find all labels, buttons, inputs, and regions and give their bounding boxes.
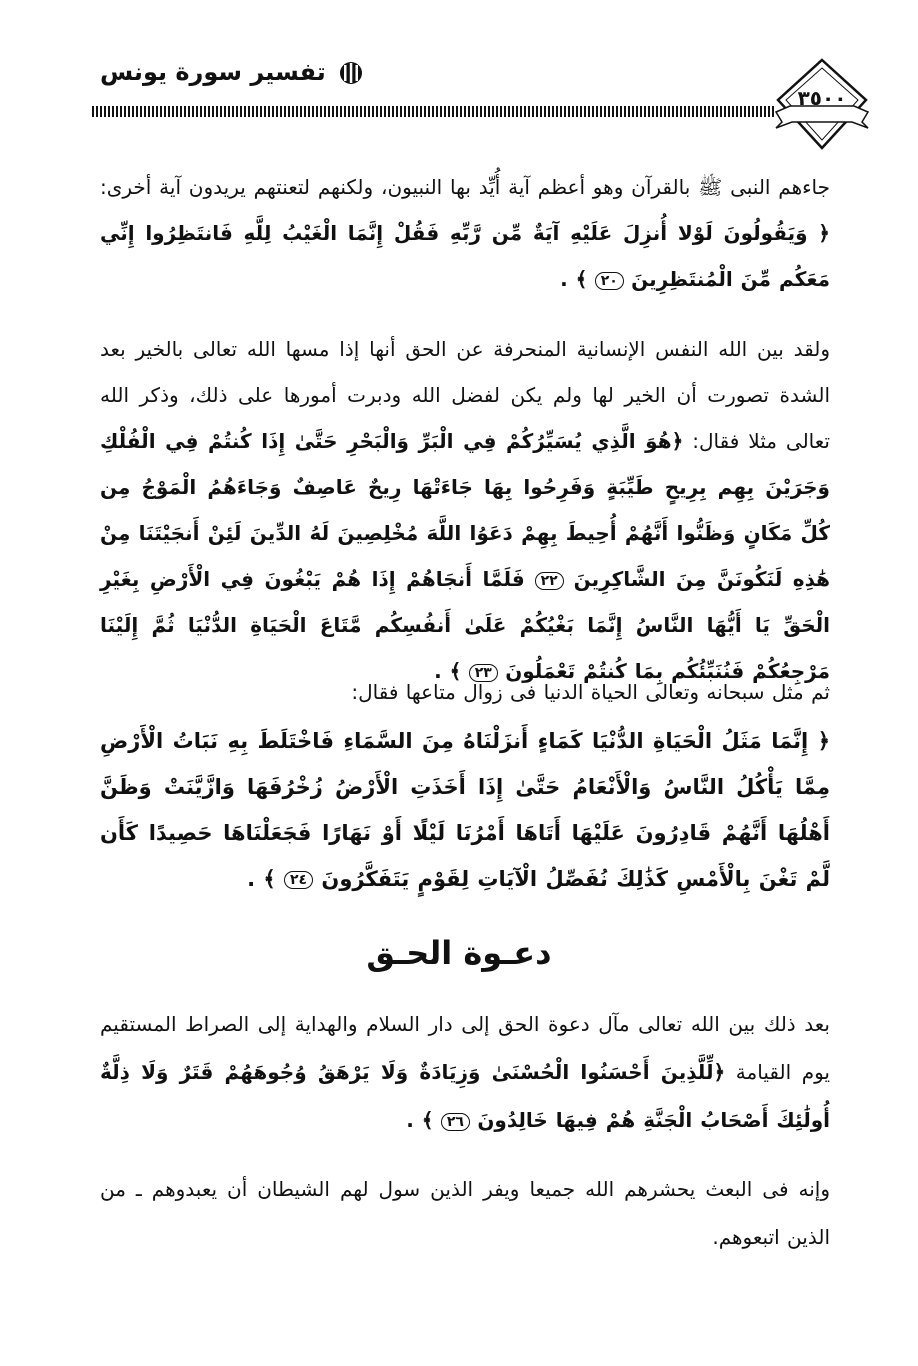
verse-close-bracket: ﴾ .	[247, 867, 276, 891]
verse-close-bracket: ﴾ .	[406, 1108, 434, 1132]
quran-verse-24: ﴿ إِنَّمَا مَثَلُ الْحَيَاةِ الدُّنْيَا كَمَاءٍ أَنزَلْنَاهُ مِنَ السَّمَاءِ فَاخْتَلَطَ بِهِ نَبَاتُ الْأَرْضِ مِمَّا يَأْكُلُ النَّاسُ وَالْأَنْعَامُ حَتَّىٰ إِذَا أَخَذَتِ الْأَرْضُ زُخْرُفَهَا وَازَّيَّنَتْ وَظَنَّ أَهْلُهَا أَنَّهُمْ قَادِرُونَ عَلَيْهَا أَتَاهَا أَمْرُنَا لَيْلًا أَوْ نَهَارًا فَجَعَلْنَاهَا حَصِيدًا كَأَن لَّمْ تَغْنَ بِالْأَمْسِ كَذَٰلِكَ نُفَصِّلُ الْآيَاتِ لِقَوْمٍ يَتَفَكَّرُونَ	[100, 729, 830, 891]
paragraph-5	[100, 1000, 830, 1144]
paragraph-1-text: جاءهم النبى ﷺ بالقرآن وهو أعظم آية أُيِّد بها النبيون، ولكنهم لتعنتهم يريدون آية أخرى:	[100, 175, 830, 199]
paragraph-6	[100, 1165, 830, 1261]
quran-verse-22: ﴿هُوَ الَّذِي يُسَيِّرُكُمْ فِي الْبَرِّ وَالْبَحْرِ حَتَّىٰ إِذَا كُنتُمْ فِي الْفُلْكِ وَجَرَيْنَ بِهِم بِرِيحٍ طَيِّبَةٍ وَفَرِحُوا بِهَا جَاءَتْهَا رِيحٌ عَاصِفٌ وَجَاءَهُمُ الْمَوْجُ مِن كُلِّ مَكَانٍ وَظَنُّوا أَنَّهُمْ أُحِيطَ بِهِمْ دَعَوُا اللَّهَ مُخْلِصِينَ لَهُ الدِّينَ لَئِنْ أَنجَيْتَنَا مِنْ هَٰذِهِ لَنَكُونَنَّ مِنَ الشَّاكِرِينَ	[100, 429, 830, 591]
verse-close-bracket: ﴾ .	[560, 267, 588, 291]
page-number-badge	[772, 56, 872, 152]
quran-verse-20: ﴿ وَيَقُولُونَ لَوْلا أُنزِلَ عَلَيْهِ آيَةٌ مِّن رَّبِّهِ فَقُلْ إِنَّمَا الْغَيْبُ لِلَّهِ فَانتَظِرُوا إِنِّي مَعَكُم مِّنَ الْمُنتَظِرِينَ	[100, 221, 830, 291]
verse-number-23: ٢٣	[469, 664, 498, 682]
ornament-icon	[338, 60, 364, 86]
paragraph-3-text: ثم مثل سبحانه وتعالى الحياة الدنيا فى زوال متاعها فقال:	[351, 680, 830, 704]
page-number: ٣٥٠٠	[797, 86, 847, 110]
verse-number-22: ٢٢	[535, 572, 564, 590]
quran-verse-23: فَلَمَّا أَنجَاهُمْ إِذَا هُمْ يَبْغُونَ فِي الْأَرْضِ بِغَيْرِ الْحَقِّ يَا أَيُّهَا النَّاسُ إِنَّمَا بَغْيُكُمْ عَلَىٰ أَنفُسِكُم مَّتَاعَ الْحَيَاةِ الدُّنْيَا ثُمَّ إِلَيْنَا مَرْجِعُكُمْ فَنُنَبِّئُكُم بِمَا كُنتُمْ تَعْمَلُونَ	[100, 567, 830, 683]
quran-verse-26: ﴿لِّلَّذِينَ أَحْسَنُوا الْحُسْنَىٰ وَزِيَادَةٌ وَلَا يَرْهَقُ وُجُوهَهُمْ قَتَرٌ وَلَا ذِلَّةٌ أُولَٰئِكَ أَصْحَابُ الْجَنَّةِ هُمْ فِيهَا خَالِدُونَ	[100, 1060, 830, 1132]
header-rule	[92, 106, 775, 117]
paragraph-2	[100, 326, 830, 694]
paragraph-1	[100, 164, 830, 302]
verse-number-20: ٢٠	[595, 272, 624, 290]
paragraph-3	[100, 672, 830, 712]
section-heading: دعـوة الحـق	[366, 934, 552, 972]
verse-close-bracket: ﴾ .	[434, 659, 462, 683]
paragraph-5-text: بعد ذلك بين الله تعالى مآل دعوة الحق إلى دار السلام والهداية إلى الصراط المستقيم يوم القيامة	[100, 1012, 830, 1084]
verse-number-24: ٢٤	[284, 871, 313, 889]
running-title: تفسير سورة يونس	[100, 58, 326, 86]
paragraph-6-text: وإنه فى البعث يحشرهم الله جميعا ويفر الذين سول لهم الشيطان أن يعبدوهم ـ من الذين اتبعوهم.	[100, 1177, 830, 1249]
paragraph-4	[100, 718, 830, 902]
paragraph-2-text: ولقد بين الله النفس الإنسانية المنحرفة عن الحق أنها إذا مسها الله تعالى بالخير بعد الشدة تصورت أن الخير لها ولم يكن لفضل الله ودبرت أمورها على ذلك، وذكر الله تعالى مثلا فقال:	[100, 337, 830, 453]
verse-number-26: ٢٦	[441, 1113, 470, 1131]
